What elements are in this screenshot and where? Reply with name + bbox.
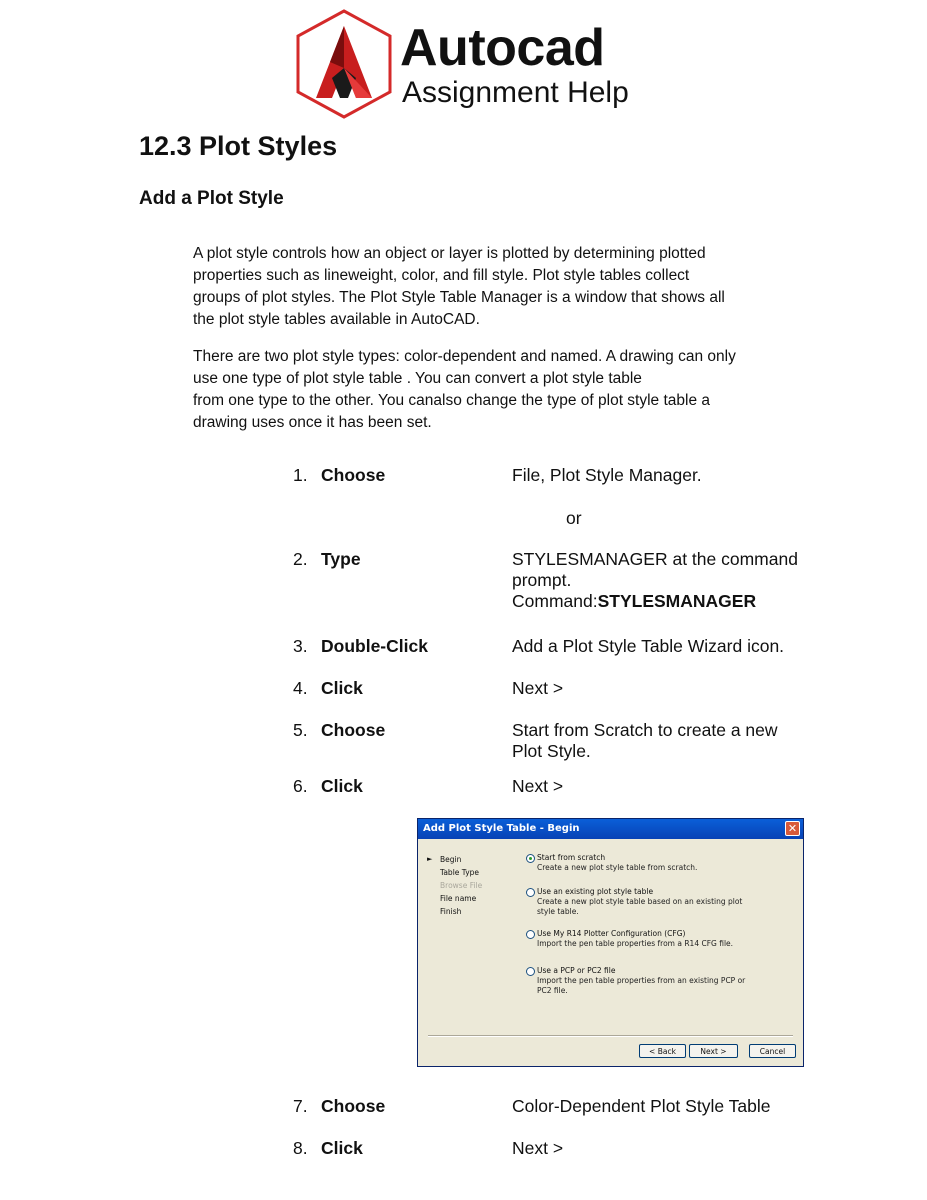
paragraph-line: There are two plot style types: color-dependent and named. A drawing can only xyxy=(193,348,736,365)
step-number: 8. xyxy=(293,1138,308,1158)
back-button[interactable]: < Back xyxy=(639,1044,686,1058)
step-verb: Click xyxy=(321,678,363,698)
step-description: Add a Plot Style Table Wizard icon. xyxy=(512,636,785,656)
step-number: 3. xyxy=(293,636,308,656)
radio-unselected[interactable] xyxy=(526,967,535,976)
wizard-steps-nav xyxy=(427,853,482,918)
paragraph-line: drawing uses once it has been set. xyxy=(193,414,432,431)
autocad-logo-icon xyxy=(292,8,396,120)
step-description: Next > xyxy=(512,1138,564,1158)
close-icon[interactable]: ✕ xyxy=(785,821,800,836)
dialog-title-bar xyxy=(418,819,803,839)
logo-title: Autocad xyxy=(400,19,605,77)
paragraph-line: from one type to the other. You canalso change the type of plot style table a xyxy=(193,392,711,409)
radio-unselected[interactable] xyxy=(526,930,535,939)
step-verb: Choose xyxy=(321,720,386,740)
step-number: 5. xyxy=(293,720,308,740)
step-number: 4. xyxy=(293,678,308,698)
cancel-button[interactable]: Cancel xyxy=(749,1044,796,1058)
step-number: 2. xyxy=(293,549,308,569)
wizard-step-file-name: File name xyxy=(440,894,477,903)
dialog-divider xyxy=(428,1035,793,1037)
intro-paragraph xyxy=(193,243,793,331)
paragraph-line: use one type of plot style table . You can convert a plot style table xyxy=(193,370,642,387)
current-step-arrow-icon: ► xyxy=(427,855,433,863)
wizard-step-browse-file: Browse File xyxy=(440,881,483,890)
step-number: 1. xyxy=(293,465,308,485)
option-use-pcp-pc2[interactable]: Use a PCP or PC2 file Import the pen table properties from an existing PCP or PC2 file. xyxy=(526,966,746,996)
brand-logo xyxy=(292,8,662,120)
paragraph-line: properties such as lineweight, color, and fill style. Plot style tables collect xyxy=(193,267,690,284)
step-number: 6. xyxy=(293,776,308,796)
subsection-heading: Add a Plot Style xyxy=(139,188,284,209)
step-description: Next > xyxy=(512,776,564,796)
radio-selected[interactable] xyxy=(526,854,535,863)
step-number: 7. xyxy=(293,1096,308,1116)
step-description: Color-Dependent Plot Style Table xyxy=(512,1096,771,1116)
add-plot-style-table-dialog xyxy=(417,818,804,1067)
step-verb: Choose xyxy=(321,1096,386,1116)
command-label: Command: xyxy=(512,591,598,611)
option-start-from-scratch[interactable]: Start from scratch Create a new plot style table from scratch. xyxy=(526,853,746,873)
wizard-step-finish: Finish xyxy=(440,907,462,916)
wizard-step-begin: ► Begin xyxy=(427,855,462,864)
paragraph-line: A plot style controls how an object or layer is plotted by determining plotted xyxy=(193,245,706,262)
step-verb: Double-Click xyxy=(321,636,428,656)
step-description: Next > xyxy=(512,678,564,698)
step-verb: Click xyxy=(321,776,363,796)
logo-subtitle: Assignment Help xyxy=(402,76,629,109)
types-paragraph xyxy=(193,346,793,434)
or-separator: or xyxy=(566,508,582,528)
dialog-title: Add Plot Style Table - Begin xyxy=(423,823,580,834)
paragraph-line: groups of plot styles. The Plot Style Table Manager is a window that shows all xyxy=(193,289,725,306)
step-description: File, Plot Style Manager. xyxy=(512,465,702,485)
wizard-step-table-type: Table Type xyxy=(440,868,480,877)
paragraph-line: the plot style tables available in AutoCAD. xyxy=(193,311,480,328)
option-use-existing-table[interactable]: Use an existing plot style table Create a new plot style table based on an existing plot style table. xyxy=(526,887,746,917)
option-use-r14-cfg[interactable]: Use My R14 Plotter Configuration (CFG) Import the pen table properties from a R14 CFG file. xyxy=(526,929,746,949)
command-value: STYLESMANAGER xyxy=(597,591,757,611)
section-heading: 12.3 Plot Styles xyxy=(139,131,338,161)
step-verb: Type xyxy=(321,549,361,569)
radio-unselected[interactable] xyxy=(526,888,535,897)
step-description: STYLESMANAGER at the command prompt. Command:STYLESMANAGER xyxy=(512,549,798,611)
step-description: Start from Scratch to create a new Plot Style. xyxy=(512,720,778,761)
step-verb: Choose xyxy=(321,465,386,485)
step-verb: Click xyxy=(321,1138,363,1158)
next-button[interactable]: Next > xyxy=(689,1044,738,1058)
